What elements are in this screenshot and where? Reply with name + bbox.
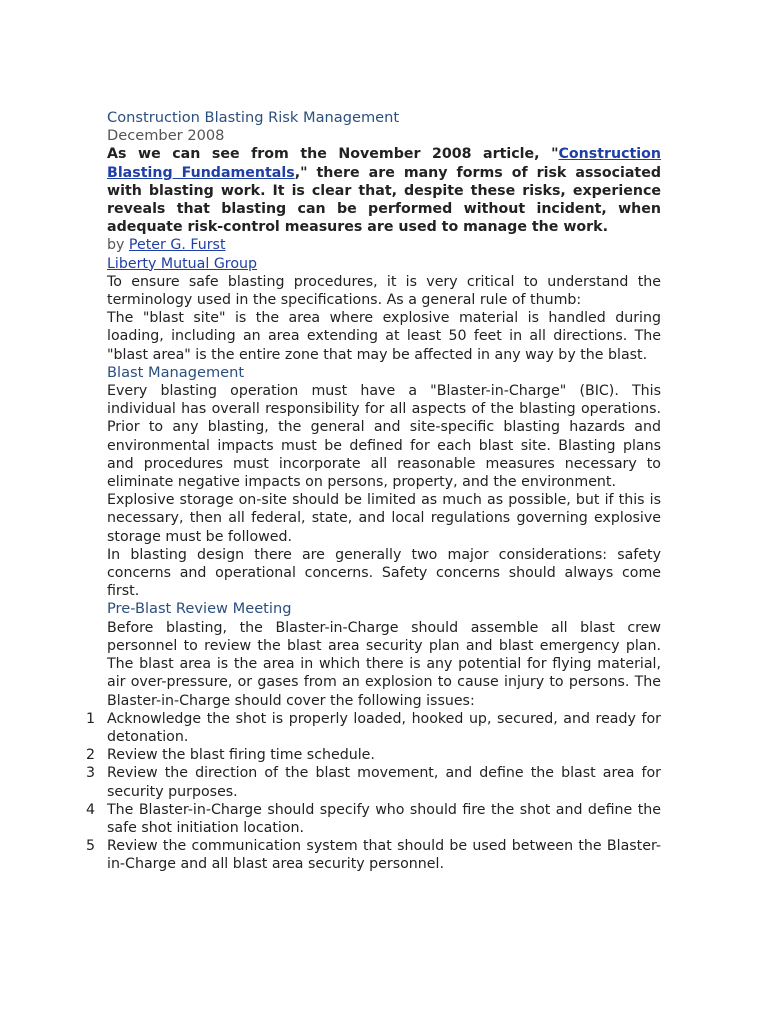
lead-paragraph <box>107 145 661 236</box>
article <box>86 109 661 874</box>
list-item <box>86 837 661 873</box>
list-item-text: Review the communication system that should be used between the Blaster-in-Charge and all blast area security personnel. <box>107 838 661 873</box>
pre-blast-issue-list <box>86 710 661 874</box>
blast-management-paragraph: In blasting design there are generally two major considerations: safety concerns and operational concerns. Safety concerns should always come first. <box>107 546 661 600</box>
list-item-number: 3 <box>86 765 96 782</box>
construction-blasting-fundamentals-link[interactable]: Construction Blasting Fundamentals <box>107 146 661 181</box>
blast-management-paragraph: Every blasting operation must have a "Blaster-in-Charge" (BIC). This individual has overall responsibility for all aspects of the blasting operations. Prior to any blasting, the general and site-specific blasting hazards and environmental impacts must be defined for each blast site. Blasting plans and procedures must incorporate all reasonable measures necessary to eliminate negative impacts on persons, property, and the environment. <box>107 383 661 491</box>
blast-management-paragraph: Explosive storage on-site should be limited as much as possible, but if this is necessary, then all federal, state, and local regulations governing explosive storage must be followed. <box>107 492 661 545</box>
by-label: by <box>107 237 129 254</box>
list-item-text: Acknowledge the shot is properly loaded, hooked up, secured, and ready for detonation. <box>107 710 661 745</box>
list-item-text: The Blaster-in-Charge should specify who should fire the shot and define the safe shot initiation location. <box>107 801 661 836</box>
intro-paragraph: The "blast site" is the area where explosive material is handled during loading, including an area extending at least 50 feet in all directions. The "blast area" is the entire zone that may be affected in any way by the blast. <box>107 310 661 363</box>
organization-line <box>107 255 661 273</box>
list-item-text: Review the direction of the blast movement, and define the blast area for security purposes. <box>107 765 661 800</box>
list-item-text: Review the blast firing time schedule. <box>107 747 375 764</box>
lead-text-after: ," there are many forms of risk associated with blasting work. It is clear that, despite these risks, experience reveals that blasting can be performed without incident, when adequate risk-control measures are used to manage the work. <box>107 164 661 236</box>
pre-blast-heading: Pre-Blast Review Meeting <box>107 600 292 618</box>
list-item-number: 2 <box>86 747 96 764</box>
organization-link[interactable]: Liberty Mutual Group <box>107 255 258 272</box>
article-title: Construction Blasting Risk Management <box>107 109 400 126</box>
list-item-number: 1 <box>86 710 96 727</box>
byline <box>107 236 661 254</box>
blast-management-heading: Blast Management <box>107 363 245 381</box>
list-item <box>86 746 661 764</box>
list-item <box>86 710 661 746</box>
list-item-number: 5 <box>86 838 96 855</box>
intro-paragraph: To ensure safe blasting procedures, it is very critical to understand the terminology used in the specifications. As a general rule of thumb: <box>107 273 661 309</box>
list-item <box>86 764 661 800</box>
author-link[interactable]: Peter G. Furst <box>128 237 226 254</box>
pre-blast-paragraph: Before blasting, the Blaster-in-Charge should assemble all blast crew personnel to review the blast area security plan and blast emergency plan. The blast area is the area in which there is any potential for flying material, air over-pressure, or gases from an explosion to cause injury to persons. The Blaster-in-Charge should cover the following issues: <box>107 619 661 709</box>
lead-text-before: As we can see from the November 2008 article, " <box>107 146 559 163</box>
article-date: December 2008 <box>107 127 225 145</box>
list-item-number: 4 <box>86 801 96 818</box>
list-item <box>86 801 661 837</box>
